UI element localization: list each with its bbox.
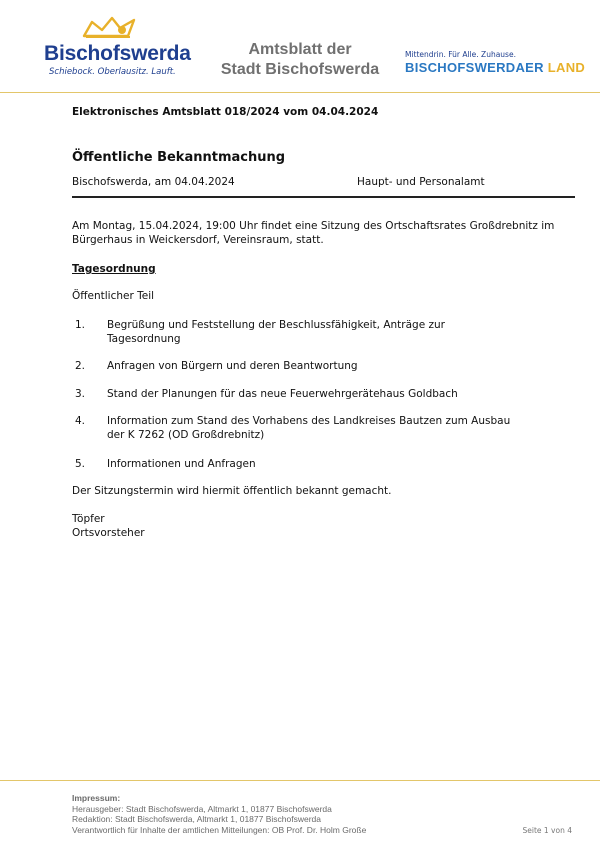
gazette-title-line1: Amtsblatt der	[248, 41, 352, 58]
title-rule	[72, 196, 575, 198]
intro-line-1: Am Montag, 15.04.2024, 19:00 Uhr findet eine Sitzung des Ortschaftsrates Großdrebnitz im	[72, 220, 555, 232]
gazette-title	[200, 40, 400, 80]
agenda-item-text	[107, 359, 527, 373]
logo-right-name-part1: BISCHOFSWERDAER	[405, 60, 544, 75]
agenda-item-text	[107, 318, 527, 346]
agenda-item-number: 2.	[75, 360, 86, 372]
signer-title: Ortsvorsteher	[72, 527, 145, 539]
logo-city-name: Bischofswerda	[44, 42, 191, 65]
crown-emblem-icon	[82, 16, 136, 38]
logo-right-name-part2: LAND	[547, 60, 586, 75]
imprint-publisher: Herausgeber: Stadt Bischofswerda, Altmarkt 1, 01877 Bischofswerda	[72, 803, 332, 814]
closing-sentence: Der Sitzungstermin wird hiermit öffentlich bekannt gemacht.	[72, 485, 392, 497]
agenda-item-number: 3.	[75, 388, 86, 400]
public-part-label: Öffentlicher Teil	[72, 290, 155, 302]
agenda-item-line: Begrüßung und Feststellung der Beschlussfähigkeit, Anträge zur	[107, 319, 445, 331]
agenda-item-number: 4.	[75, 415, 86, 427]
signature-block	[72, 512, 145, 540]
logo-slogan: Schiebock. Oberlausitz. Lauft.	[49, 67, 176, 77]
bischofswerdaer-land-logo	[405, 50, 585, 75]
agenda-item-line: Anfragen von Bürgern und deren Beantwortung	[107, 360, 358, 372]
signer-name: Töpfer	[72, 513, 105, 525]
agenda-item-line: Stand der Planungen für das neue Feuerwehrgerätehaus Goldbach	[107, 388, 458, 400]
agenda-item-number: 5.	[75, 458, 86, 470]
imprint	[72, 793, 366, 835]
logo-right-tagline: Mittendrin. Für Alle. Zuhause.	[405, 50, 516, 59]
intro-paragraph	[72, 219, 575, 247]
agenda-item-number: 1.	[75, 319, 86, 331]
bischofswerda-logo	[40, 16, 191, 80]
agenda-item-line: Tagesordnung	[107, 333, 181, 345]
agenda-item-text	[107, 457, 527, 471]
page-number: Seite 1 von 4	[522, 826, 572, 835]
imprint-editorial: Redaktion: Stadt Bischofswerda, Altmarkt 1, 01877 Bischofswerda	[72, 814, 321, 824]
footer-divider	[0, 780, 600, 781]
imprint-title: Impressum:	[72, 793, 121, 803]
agenda-item-line: Informationen und Anfragen	[107, 458, 256, 470]
agenda-item-text	[107, 387, 527, 401]
issue-line: Elektronisches Amtsblatt 018/2024 vom 04.04.2024	[72, 106, 379, 118]
agenda-item-line: der K 7262 (OD Großdrebnitz)	[107, 429, 265, 441]
header-divider	[0, 92, 600, 93]
gazette-title-line2: Stadt Bischofswerda	[220, 61, 380, 78]
place-date: Bischofswerda, am 04.04.2024	[72, 176, 235, 188]
intro-line-2: Bürgerhaus in Weickersdorf, Vereinsraum, statt.	[72, 234, 324, 246]
agenda-item-text	[107, 414, 527, 442]
notice-title: Öffentliche Bekanntmachung	[72, 150, 286, 165]
logo-right-name	[405, 60, 585, 75]
imprint-responsible: Verantwortlich für Inhalte der amtlichen Mitteilungen: OB Prof. Dr. Holm Große	[72, 824, 367, 835]
agenda-item-line: Information zum Stand des Vorhabens des Landkreises Bautzen zum Ausbau	[107, 415, 511, 427]
agenda-heading: Tagesordnung	[72, 263, 156, 275]
department: Haupt- und Personalamt	[357, 176, 485, 188]
